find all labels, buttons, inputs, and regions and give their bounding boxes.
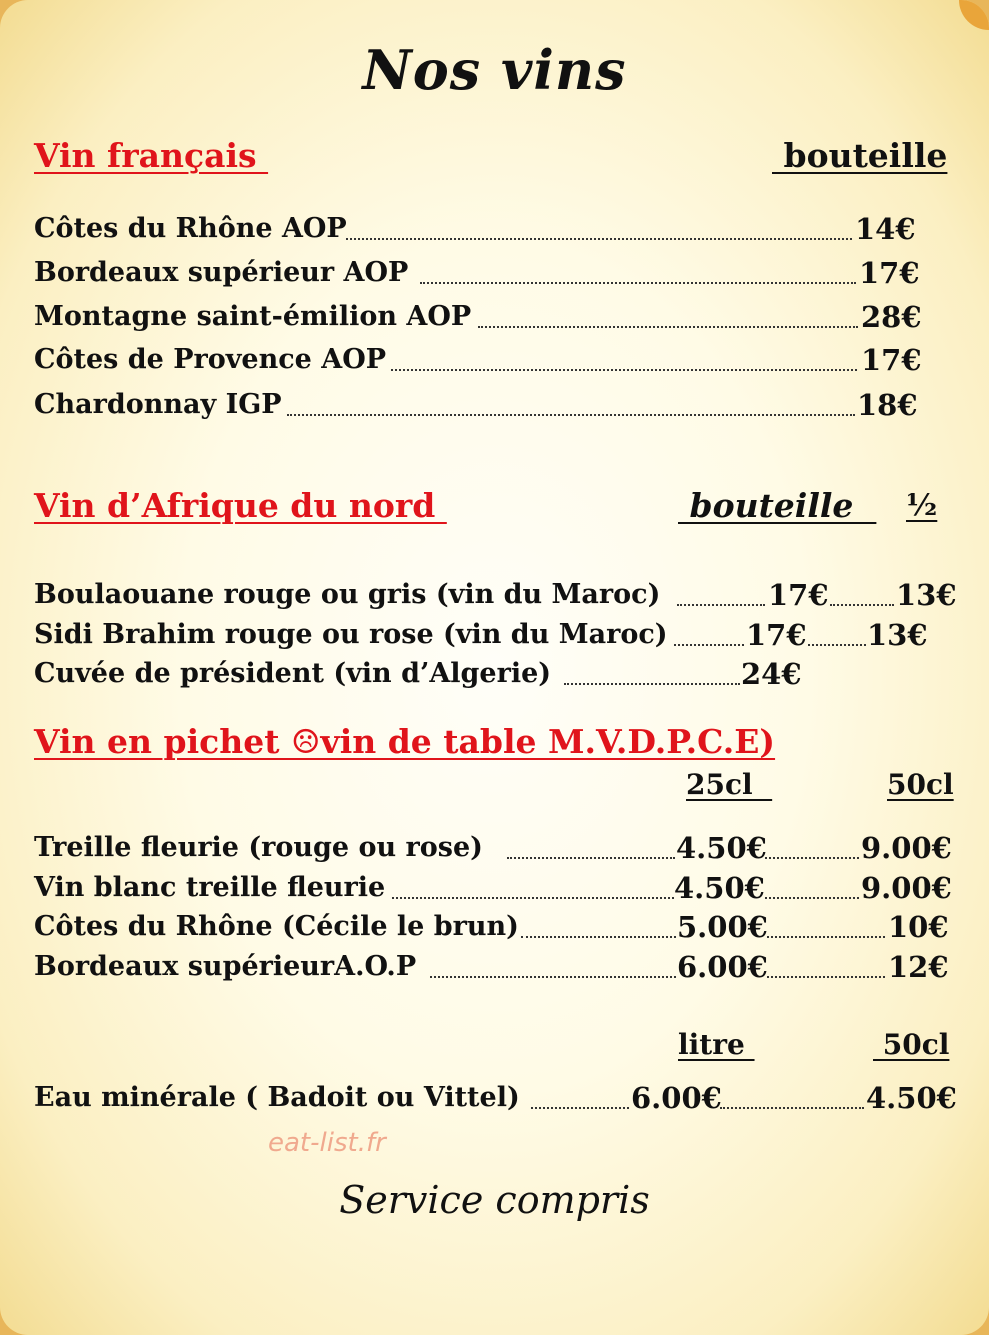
- footer-note: Service compris: [339, 1178, 650, 1222]
- column-header-50cl: 50cl: [887, 768, 954, 801]
- column-header-bouteille: bouteille: [678, 486, 877, 525]
- dot-leader: [521, 936, 676, 938]
- column-header-half: ½: [906, 488, 938, 523]
- item-price: 17€: [861, 343, 922, 377]
- item-price-bouteille: 17€: [768, 578, 829, 612]
- item-price-50cl: 4.50€: [866, 1081, 957, 1115]
- list-item: Bordeaux supérieur AOP: [34, 257, 409, 288]
- section-heading-francais: Vin français: [34, 136, 269, 175]
- item-price-25cl: 6.00€: [677, 950, 768, 984]
- dot-leader: [674, 644, 744, 646]
- dot-leader: [478, 326, 858, 328]
- section-heading-afrique: Vin d’Afrique du nord: [34, 486, 447, 525]
- dot-leader: [830, 604, 894, 606]
- column-header-litre: litre: [678, 1028, 755, 1061]
- item-price-50cl: 10€: [888, 910, 949, 944]
- item-price: 28€: [861, 300, 922, 334]
- item-price-bouteille: 24€: [741, 657, 802, 691]
- list-item: Chardonnay IGP: [34, 389, 282, 420]
- column-header-25cl: 25cl: [686, 768, 773, 801]
- list-item: Eau minérale ( Badoit ou Vittel): [34, 1082, 520, 1113]
- dot-leader: [720, 1107, 864, 1109]
- dot-leader: [430, 976, 676, 978]
- page-title: Nos vins: [362, 38, 627, 102]
- dot-leader: [392, 897, 674, 899]
- item-price-25cl: 4.50€: [676, 831, 767, 865]
- dot-leader: [767, 976, 885, 978]
- column-header-50cl: 50cl: [873, 1028, 950, 1061]
- list-item: Treille fleurie (rouge ou rose): [34, 832, 483, 863]
- list-item: Cuvée de président (vin d’Algerie): [34, 658, 552, 689]
- list-item: Boulaouane rouge ou gris (vin du Maroc): [34, 579, 661, 610]
- dot-leader: [346, 238, 852, 240]
- list-item: Côtes de Provence AOP: [34, 344, 387, 375]
- dot-leader: [808, 644, 866, 646]
- list-item: Bordeaux supérieurA.O.P: [34, 951, 417, 982]
- item-price-litre: 6.00€: [631, 1081, 722, 1115]
- section-heading-pichet: Vin en pichet ☹vin de table M.V.D.P.C.E): [34, 722, 776, 761]
- item-price: 14€: [855, 212, 916, 246]
- item-price-25cl: 5.00€: [677, 910, 768, 944]
- item-price-25cl: 4.50€: [674, 871, 765, 905]
- dot-leader: [767, 936, 885, 938]
- dot-leader: [677, 604, 765, 606]
- dot-leader: [564, 683, 740, 685]
- dot-leader: [391, 369, 857, 371]
- item-price-half: 13€: [867, 618, 928, 652]
- item-price-50cl: 9.00€: [861, 831, 952, 865]
- list-item: Côtes du Rhône (Cécile le brun): [34, 911, 519, 942]
- column-header-bouteille: bouteille: [772, 136, 948, 175]
- list-item: Montagne saint-émilion AOP: [34, 301, 472, 332]
- list-item: Côtes du Rhône AOP: [34, 213, 347, 244]
- watermark: eat-list.fr: [268, 1128, 386, 1158]
- dot-leader: [507, 857, 675, 859]
- item-price-50cl: 12€: [888, 950, 949, 984]
- item-price-bouteille: 17€: [746, 618, 807, 652]
- dot-leader: [420, 282, 856, 284]
- item-price: 18€: [857, 388, 918, 422]
- item-price-50cl: 9.00€: [861, 871, 952, 905]
- item-price-half: 13€: [896, 578, 957, 612]
- list-item: Sidi Brahim rouge ou rose (vin du Maroc): [34, 619, 668, 650]
- dot-leader: [531, 1107, 629, 1109]
- list-item: Vin blanc treille fleurie: [34, 872, 386, 903]
- dot-leader: [765, 857, 859, 859]
- item-price: 17€: [859, 256, 920, 290]
- corner-decoration: [959, 0, 989, 30]
- dot-leader: [287, 414, 855, 416]
- dot-leader: [765, 897, 859, 899]
